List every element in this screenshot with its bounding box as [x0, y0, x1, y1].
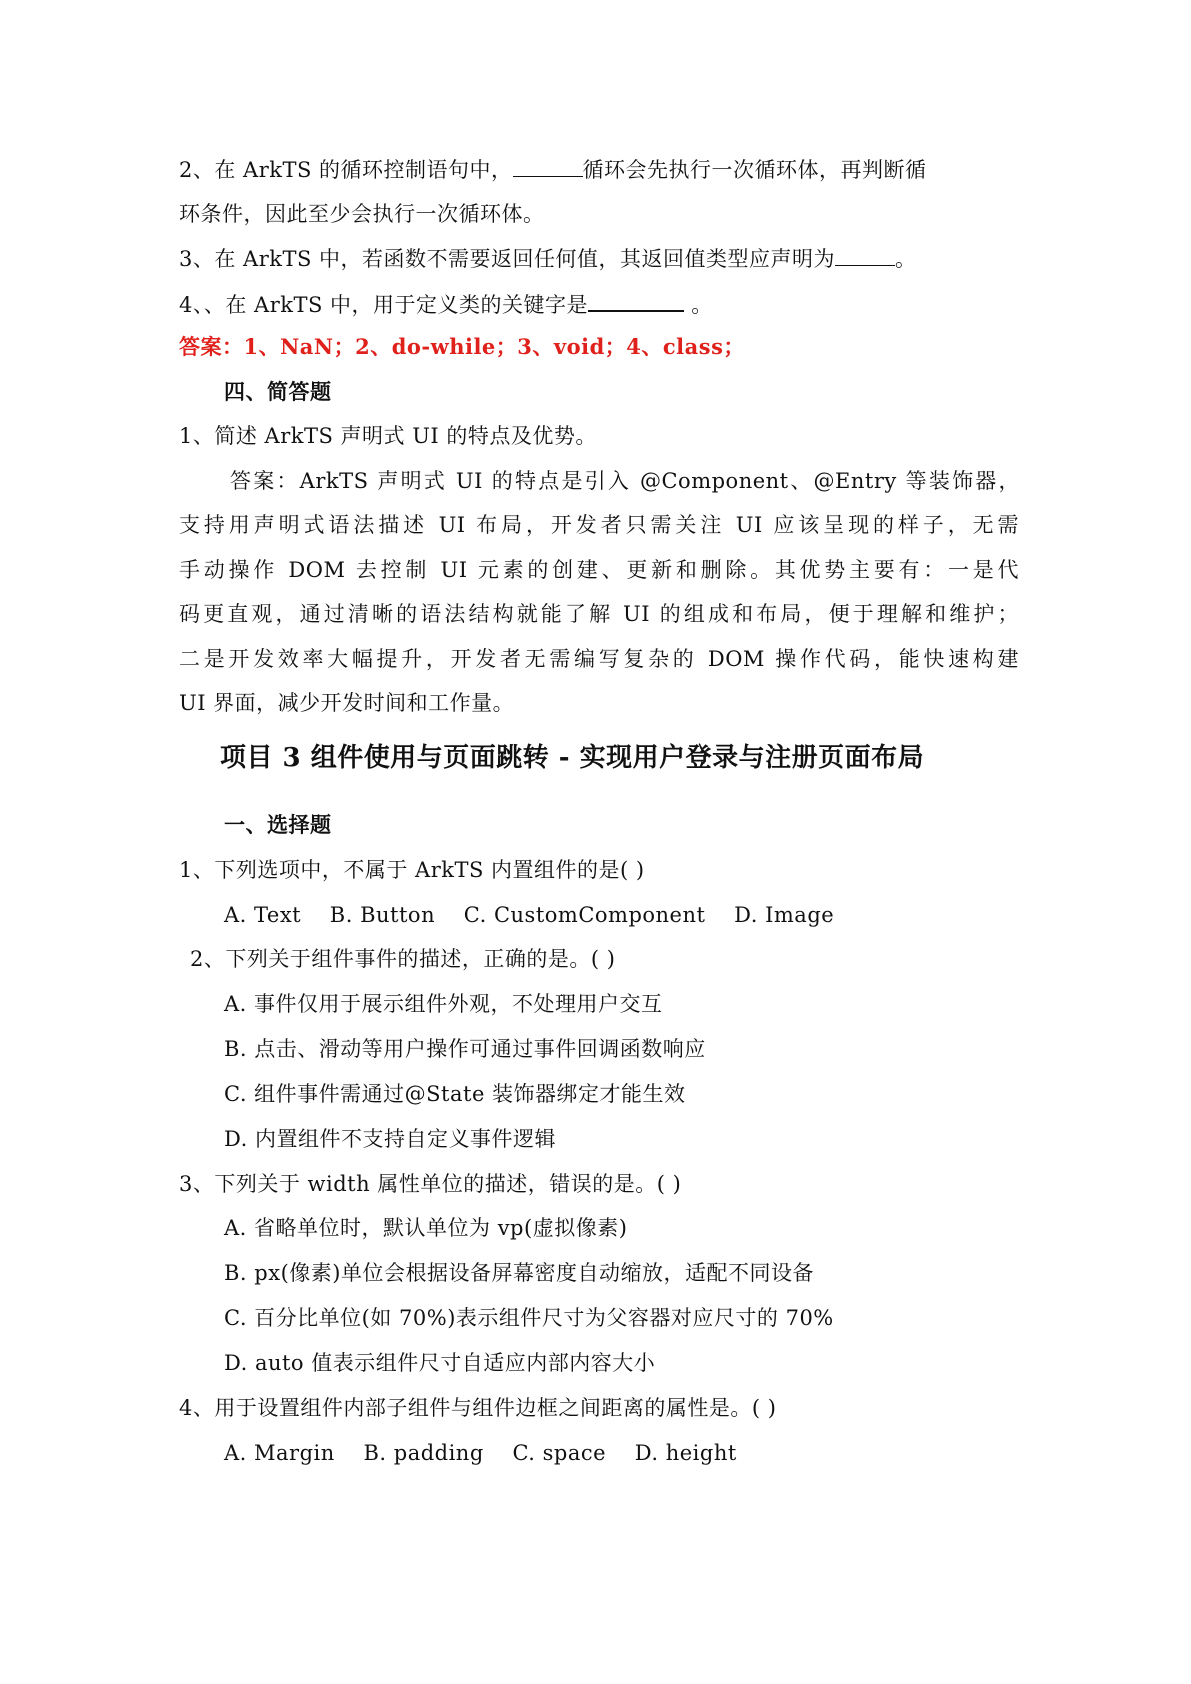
mc-question-3-option-d: D. auto 值表示组件尺寸自适应内部内容大小	[224, 1351, 656, 1375]
project-heading: 项目 3 组件使用与页面跳转 - 实现用户登录与注册页面布局	[220, 743, 925, 773]
short-answer-line-6: UI 界面，减少开发时间和工作量。	[179, 691, 515, 715]
fill-question-2-line-1	[179, 154, 927, 185]
answer-blank	[835, 243, 895, 266]
short-answer-question-1: 1、简述 ArkTS 声明式 UI 的特点及优势。	[179, 424, 597, 448]
mc-question-4-options: A. Margin B. padding C. space D. height	[224, 1441, 737, 1465]
short-answer-line-3: 手动操作 DOM 去控制 UI 元素的创建、更新和删除。其优势主要有：一是代	[179, 558, 1019, 582]
short-answer-line-1: 答案：ArkTS 声明式 UI 的特点是引入 @Component、@Entry 等装饰器，	[230, 469, 1020, 493]
fill-question-3-text-b: 。	[895, 247, 917, 271]
fill-question-3-text-a: 3、在 ArkTS 中，若函数不需要返回任何值，其返回值类型应声明为	[179, 247, 836, 271]
mc-question-3-option-b: B. px(像素)单位会根据设备屏幕密度自动缩放，适配不同设备	[224, 1261, 814, 1285]
fill-question-3	[179, 243, 917, 274]
mc-question-4: 4、用于设置组件内部子组件与组件边框之间距离的属性是。( )	[179, 1396, 777, 1420]
mc-question-2-option-b: B. 点击、滑动等用户操作可通过事件回调函数响应	[224, 1037, 706, 1061]
mc-question-2-option-c: C. 组件事件需通过@State 装饰器绑定才能生效	[224, 1082, 686, 1106]
section-title-short-answer: 四、简答题	[224, 379, 332, 404]
short-answer-line-2: 支持用声明式语法描述 UI 布局，开发者只需关注 UI 应该呈现的样子，无需	[179, 513, 1019, 537]
short-answer-line-5: 二是开发效率大幅提升，开发者无需编写复杂的 DOM 操作代码，能快速构建	[179, 647, 1019, 671]
mc-question-2-option-d: D. 内置组件不支持自定义事件逻辑	[224, 1127, 556, 1151]
mc-question-3-option-c: C. 百分比单位(如 70%)表示组件尺寸为父容器对应尺寸的 70%	[224, 1306, 834, 1330]
fill-question-2-line-2: 环条件，因此至少会执行一次循环体。	[179, 202, 545, 226]
answer-key-line: 答案：1、NaN；2、do-while；3、void；4、class；	[179, 334, 745, 359]
answer-blank	[513, 154, 583, 177]
fill-question-4-text-b: 。	[684, 293, 713, 317]
mc-question-1: 1、下列选项中，不属于 ArkTS 内置组件的是( )	[179, 858, 645, 882]
mc-question-3-option-a: A. 省略单位时，默认单位为 vp(虚拟像素)	[224, 1216, 628, 1240]
fill-question-4	[179, 288, 713, 320]
section-title-multiple-choice: 一、选择题	[224, 812, 332, 837]
short-answer-line-4: 码更直观，通过清晰的语法结构就能了解 UI 的组成和布局，便于理解和维护；	[179, 602, 1019, 626]
answer-blank	[588, 288, 684, 312]
mc-question-2: 2、下列关于组件事件的描述，正确的是。( )	[190, 947, 616, 971]
mc-question-2-option-a: A. 事件仅用于展示组件外观，不处理用户交互	[224, 992, 663, 1016]
fill-question-4-text-a: 4、、在 ArkTS 中，用于定义类的关键字是	[179, 293, 589, 317]
mc-question-3: 3、下列关于 width 属性单位的描述，错误的是。( )	[179, 1172, 682, 1196]
mc-question-1-options: A. Text B. Button C. CustomComponent D. Image	[224, 903, 835, 927]
fill-question-2-text-a: 2、在 ArkTS 的循环控制语句中，	[179, 158, 513, 182]
fill-question-2-text-b: 循环会先执行一次循环体，再判断循	[582, 158, 927, 182]
